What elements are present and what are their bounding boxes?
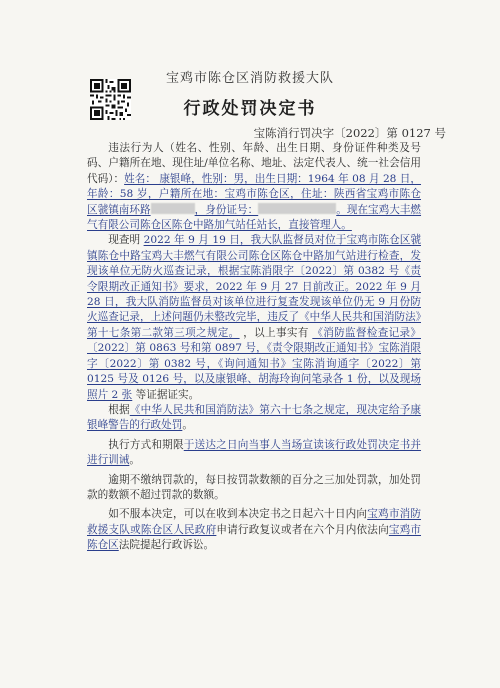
basis-paragraph bbox=[87, 403, 421, 434]
party-position: 。现在宝鸡大丰燃气有限公司陈仓区陈仓中路加气站任站长，直接管理人。 bbox=[87, 203, 422, 232]
execution-tail: 。 bbox=[129, 454, 140, 467]
facts-text: 2022 年 9 月 19 日，我大队监督员对位于宝鸡市陈仓区虢镇陈仓中路宝鸡大丰燃气有限公司陈仓区陈仓中路加气站进行检查，发现该单位无防火巡查记录，根据宝陈消限字〔2022〕第 0382 号《责令限期改正通知书》要求，2022 年 9 月 27 日前改正。2022 年 9 月 28 日，我大队消防监督员对该单位进行复查发现该单位仍无 9 月份防火巡查记录，上述问题仍未整改完毕，违反了《中华人民共和国消防法》第十七条第二款第三项之规定。 bbox=[87, 234, 421, 339]
appeal-paragraph bbox=[87, 507, 421, 553]
document-number: 宝陈消行罚决字〔2022〕第 0127 号 bbox=[253, 126, 446, 140]
facts-lead: 现查明 bbox=[108, 234, 141, 247]
issuing-agency: 宝鸡市陈仓区消防救援大队 bbox=[165, 71, 334, 86]
execution-text: 于送达之日向当事人当场宣读该行政处罚决定书并进行训诫 bbox=[87, 438, 422, 467]
basis-lead: 根据 bbox=[108, 403, 130, 416]
party-paragraph bbox=[87, 141, 421, 233]
appeal-mid: 申请行政复议或者在六个月内依法向 bbox=[216, 523, 389, 536]
document-title: 行政处罚决定书 bbox=[183, 99, 317, 119]
redacted-address bbox=[151, 203, 195, 214]
party-intro: 违法行为人（姓名、性别、年龄、出生日期、身份证件种类及号码、户籍所在地、现住址/单位名称、地址、法定代表人、统一社会信用代码）： bbox=[87, 142, 421, 185]
basis-tail: 。 bbox=[182, 419, 193, 432]
party-id-label: ，身份证号： bbox=[194, 203, 259, 216]
redacted-id-number bbox=[258, 203, 336, 214]
review-authority: 宝鸡市消防救援支队或陈仓区人民政府 bbox=[87, 508, 422, 536]
execution-paragraph bbox=[87, 438, 421, 469]
basis-text: 《中华人民共和国消防法》第六十七条之规定，现决定给予康银峰警告的行政处罚 bbox=[87, 403, 422, 432]
party-details: 姓名： 康银峰，性别：男，出生日期：1964 年 08 月 28 日，年龄：58 岁，户籍所在地：宝鸡市陈仓区，住址：陕西省宝鸡市陈仓区虢镇南环路 bbox=[87, 172, 422, 216]
appeal-lead: 如不服本决定，可以在收到本决定书之日起六十日内向 bbox=[108, 508, 368, 521]
facts-tail: 等证据证实。 bbox=[135, 388, 200, 401]
facts-mid: ，以上事实有 bbox=[243, 326, 309, 339]
evidence-list: 《消防监督检查记录》〔2022〕第 0863 号和第 0897 号，《责令限期改正通知书》宝陈消限字〔2022〕第 0382 号，《询问通知书》宝陈消询通字〔2022〕第 0125 号及 0126 号，以及康银峰、胡海玲询问笔录各 1 份，以及现场照片 2 张 bbox=[87, 326, 421, 401]
appeal-tail: 法院提起行政诉讼。 bbox=[118, 539, 215, 552]
document-body bbox=[87, 141, 421, 554]
facts-paragraph bbox=[87, 233, 421, 402]
court-name: 宝鸡市陈仓区 bbox=[87, 523, 422, 552]
execution-lead: 执行方式和期限 bbox=[108, 438, 184, 451]
late-fee-paragraph: 逾期不缴纳罚款的，每日按罚款数额的百分之三加处罚款，加处罚款的数额不超过罚款的数额。 bbox=[87, 473, 421, 501]
